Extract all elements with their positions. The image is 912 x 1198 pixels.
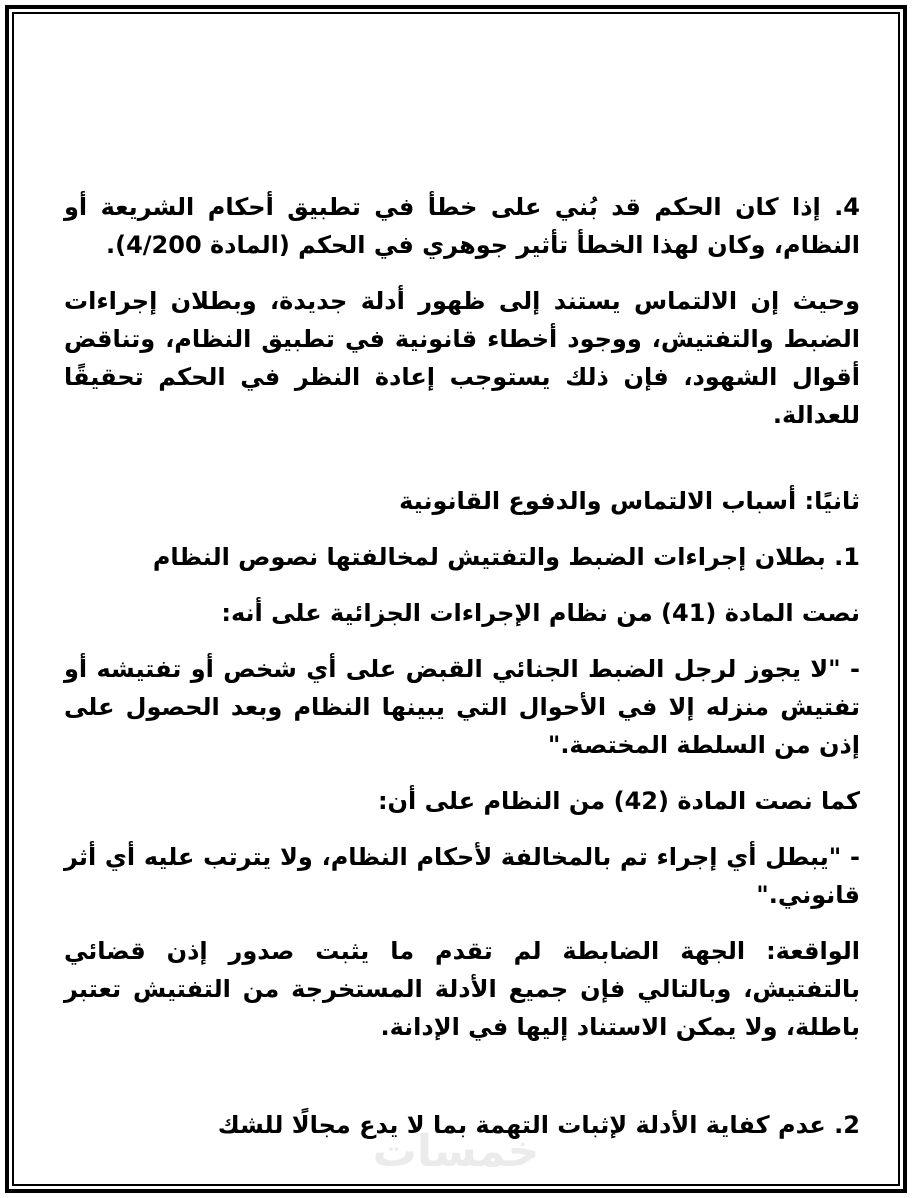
heading-reason-2: 2. عدم كفاية الأدلة لإثبات التهمة بما لا يدع مجالًا للشك bbox=[217, 1111, 860, 1139]
quote-article-41: - "لا يجوز لرجل الضبط الجنائي القبض على أي شخص أو تفتيشه أو تفتيش منزله إلا في الأحوال التي يبينها النظام وبعد الحصول على إذن من السلطة المختصة." bbox=[64, 655, 860, 759]
para-appeal-ground-4: 4. إذا كان الحكم قد بُني على خطأ في تطبيق أحكام الشريعة أو النظام، وكان لهذا الخطأ تأثير جوهري في الحكم (المادة 4/200). bbox=[64, 193, 860, 259]
para-case-fact: الواقعة: الجهة الضابطة لم تقدم ما يثبت صدور إذن قضائي بالتفتيش، وبالتالي فإن جميع الأدلة المستخرجة من التفتيش تعتبر باطلة، ولا يمكن الاستناد إليها في الإدانة. bbox=[64, 937, 860, 1041]
heading-reason-1: 1. بطلان إجراءات الضبط والتفتيش لمخالفتها نصوص النظام bbox=[152, 543, 860, 571]
heading-section-second: ثانيًا: أسباب الالتماس والدفوع القانونية bbox=[399, 487, 860, 515]
para-article-42-intro: كما نصت المادة (42) من النظام على أن: bbox=[377, 787, 860, 815]
watermark-khamsat: خمسات bbox=[372, 1126, 540, 1177]
para-article-41-intro: نصت المادة (41) من نظام الإجراءات الجزائية على أنه: bbox=[221, 599, 860, 627]
para-petition-basis: وحيث إن الالتماس يستند إلى ظهور أدلة جديدة، وبطلان إجراءات الضبط والتفتيش، ووجود أخطاء قانونية في تطبيق النظام، وتناقض أقوال الشهود، فإن ذلك يستوجب إعادة النظر في الحكم تحقيقًا للعدالة. bbox=[64, 287, 860, 429]
quote-article-42: - "يبطل أي إجراء تم بالمخالفة لأحكام النظام، ولا يترتب عليه أي أثر قانوني." bbox=[64, 843, 860, 909]
